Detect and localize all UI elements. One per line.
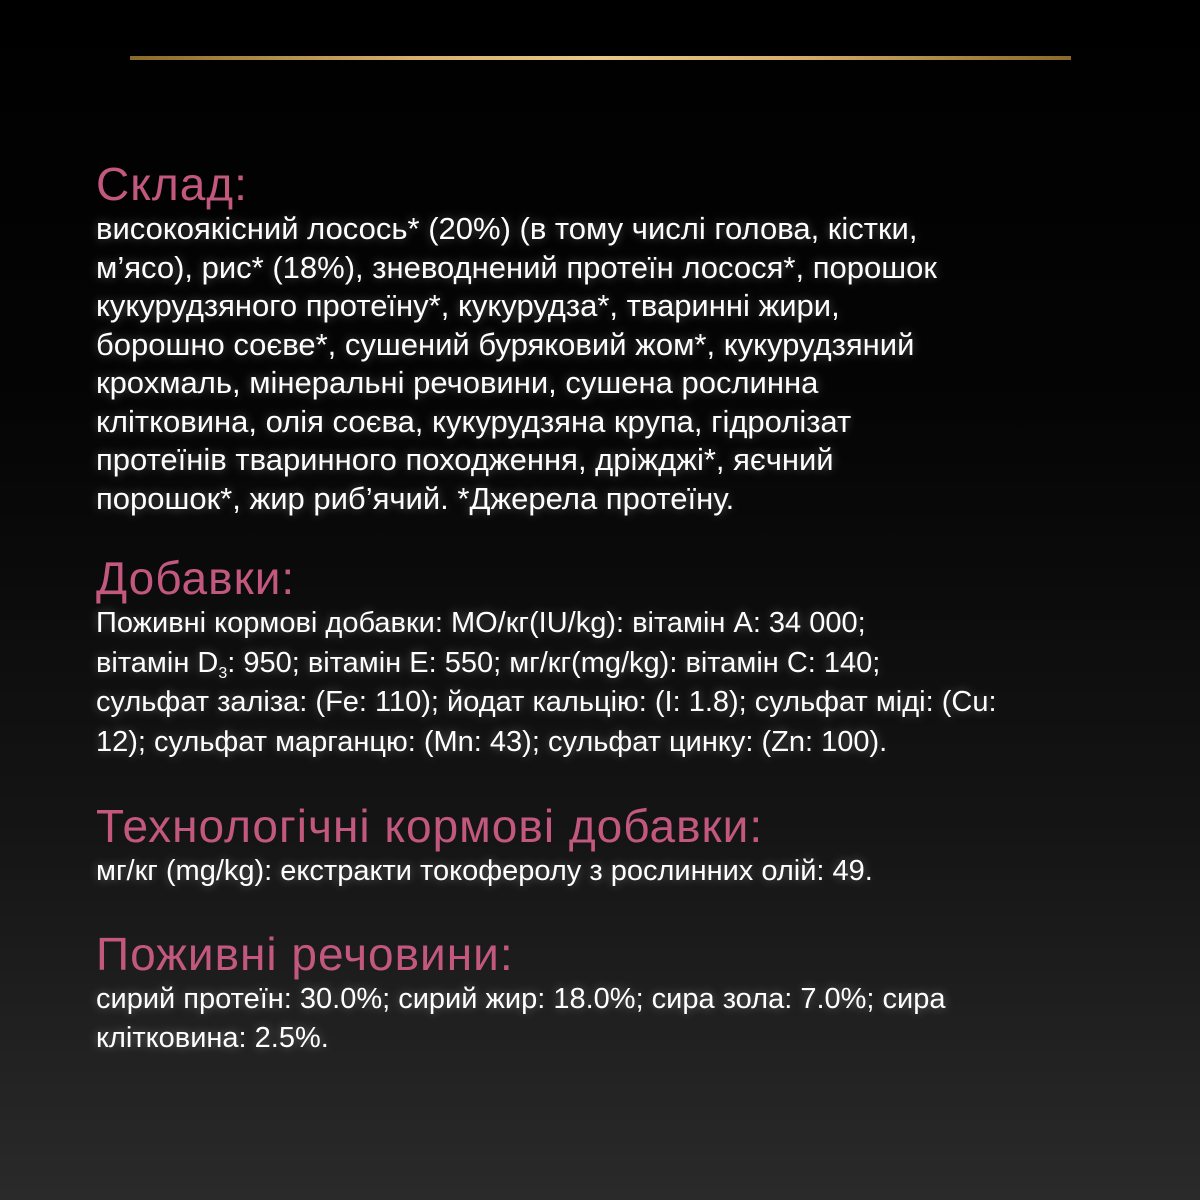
nutrients-heading: Поживні речовини: [96,927,514,980]
technological-line: мг/кг (mg/kg): екстракти токоферолу з рослинних олій: 49. [96,855,873,887]
nutrients-text [96,980,1156,1059]
composition-line: клітковина, олія соєва, кукурудзяна крупа, гідролізат [96,403,852,439]
composition-text [96,210,1156,518]
additives-line [96,644,1156,684]
additives-line: 12); сульфат марганцю: (Mn: 43); сульфат цинку: (Zn: 100). [96,725,888,758]
composition-line: високоякісний лосось* (20%) (в тому числі голова, кістки, [96,211,918,246]
ingredients-panel [96,158,1156,1059]
additives-vitamin-d-subscript: 3 [218,664,228,682]
composition-line: протеїнів тваринного походження, дріжджі*, яєчний [96,442,834,477]
composition-heading: Склад: [96,158,248,210]
nutrients-line: клітковина: 2.5%. [96,1022,329,1054]
technological-additives-heading: Технологічні кормові добавки: [96,800,764,852]
additives-vitamin-d-label: вітамін D [96,646,219,679]
technological-additives-text [96,852,1156,892]
nutrients-section [96,928,1156,1059]
composition-line: крохмаль, мінеральні речовини, сушена рослинна [96,365,819,400]
additives-heading: Добавки: [96,552,296,604]
additives-line: сульфат заліза: (Fe: 110); йодат кальцію: (I: 1.8); сульфат міді: (Cu: [96,686,997,718]
composition-line: борошно соєве*, сушений буряковий жом*, кукурудзяний [96,326,915,362]
composition-section [96,158,1156,518]
composition-line: кукурудзяного протеїну*, кукурудза*, тваринні жири, [96,288,840,323]
composition-line: м’ясо), рис* (18%), зневоднений протеїн лосося*, порошок [96,249,937,285]
gold-divider [130,56,1071,60]
additives-line-rest: : 950; вітамін Е: 550; мг/кг(mg/kg): вітамін С: 140; [227,646,881,679]
technological-additives-section [96,800,1156,892]
additives-line: Поживні кормові добавки: МО/кг(IU/kg): вітамін А: 34 000; [96,607,866,639]
composition-line: порошок*, жир риб’ячий. *Джерела протеїну. [96,480,735,516]
nutrients-line: сирий протеїн: 30.0%; сирий жир: 18.0%; сира зола: 7.0%; сира [96,982,946,1015]
additives-text [96,604,1156,762]
additives-section [96,552,1156,762]
